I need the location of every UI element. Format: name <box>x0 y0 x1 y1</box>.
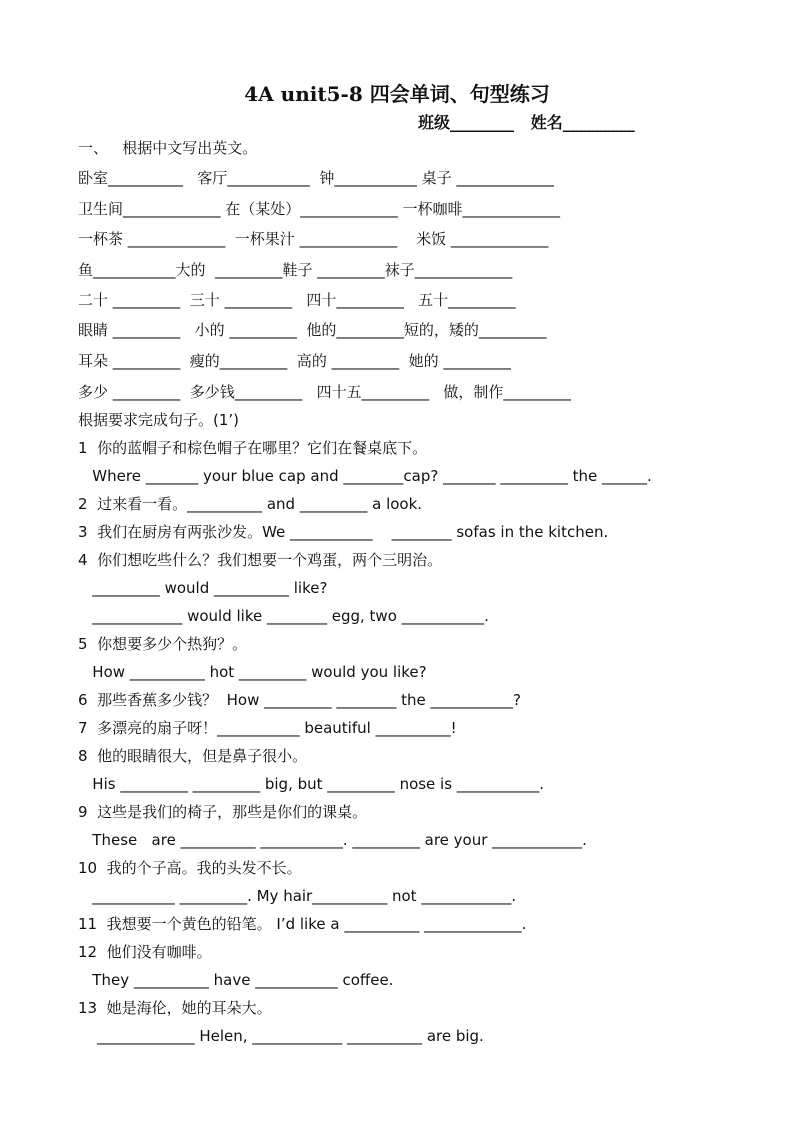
sentence-line: 3 我们在厨房有两张沙发。We ___________ ________ sofas in the kitchen. <box>78 523 609 541</box>
sentence-line: 7 多漂亮的扇子呀！___________ beautiful __________! <box>78 719 457 737</box>
sentence-line: 6 那些香蕉多少钱？ How _________ ________ the ___________? <box>78 691 521 709</box>
class-name-line: 班级________ 姓名_________ <box>418 113 635 132</box>
sentence-line: _____________ Helen, ____________ __________ are big. <box>78 1027 484 1045</box>
sentence-line: 12 他们没有咖啡。 <box>78 943 212 961</box>
section2-heading: 根据要求完成句子。(1’) <box>78 411 240 429</box>
vocab-row: 耳朵 _________ 瘦的_________ 高的 _________ 她的 _________ <box>78 352 511 370</box>
sentence-line: 1 你的蓝帽子和棕色帽子在哪里？它们在餐桌底下。 <box>78 439 428 457</box>
vocab-row: 眼睛 _________ 小的 _________ 他的_________短的，矮的_________ <box>78 321 547 339</box>
sentence-line: 11 我想要一个黄色的铅笔。 I’d like a __________ _____________. <box>78 915 527 933</box>
sentence-line: 4 你们想吃些什么？我们想要一个鸡蛋，两个三明治。 <box>78 551 443 569</box>
sentence-line: 9 这些是我们的椅子，那些是你们的课桌。 <box>78 803 368 821</box>
vocab-row: 二十 _________ 三十 _________ 四十_________ 五十_________ <box>78 291 516 309</box>
sentence-line: 8 他的眼睛很大，但是鼻子很小。 <box>78 747 308 765</box>
vocab-row: 多少 _________ 多少钱_________ 四十五_________ 做，制作_________ <box>78 383 571 401</box>
sentence-line: 5 你想要多少个热狗？。 <box>78 635 248 653</box>
page-title: 4A unit5-8 四会单词、句型练习 <box>244 82 550 106</box>
vocab-row: 卧室__________ 客厅___________ 钟___________ 桌子 _____________ <box>78 169 554 187</box>
vocab-row: 一杯茶 _____________ 一杯果汁 _____________ 米饭 _____________ <box>78 230 549 248</box>
vocab-row: 鱼___________大的 _________鞋子 _________袜子_____________ <box>78 261 513 279</box>
sentence-line: ____________ would like ________ egg, two ___________. <box>78 607 489 625</box>
sentence-line: _________ would __________ like? <box>78 579 328 597</box>
sentence-line: 2 过来看一看。__________ and _________ a look. <box>78 495 423 513</box>
sentence-line: Where _______ your blue cap and ________cap? _______ _________ the ______. <box>78 467 652 485</box>
sentence-line: 10 我的个子高。我的头发不长。 <box>78 859 302 877</box>
sentence-line: These are __________ ___________. _________ are your ____________. <box>78 831 587 849</box>
sentence-line: His _________ _________ big, but _________ nose is ___________. <box>78 775 545 793</box>
sentence-line: ___________ _________. My hair__________ not ____________. <box>78 887 517 905</box>
sentence-line: 13 她是海伦，她的耳朵大。 <box>78 999 272 1017</box>
section1-heading: 一、 根据中文写出英文。 <box>78 139 258 157</box>
sentence-line: They __________ have ___________ coffee. <box>78 971 394 989</box>
vocab-row: 卫生间_____________ 在（某处）_____________ 一杯咖啡_____________ <box>78 200 561 218</box>
sentence-line: How __________ hot _________ would you like? <box>78 663 427 681</box>
